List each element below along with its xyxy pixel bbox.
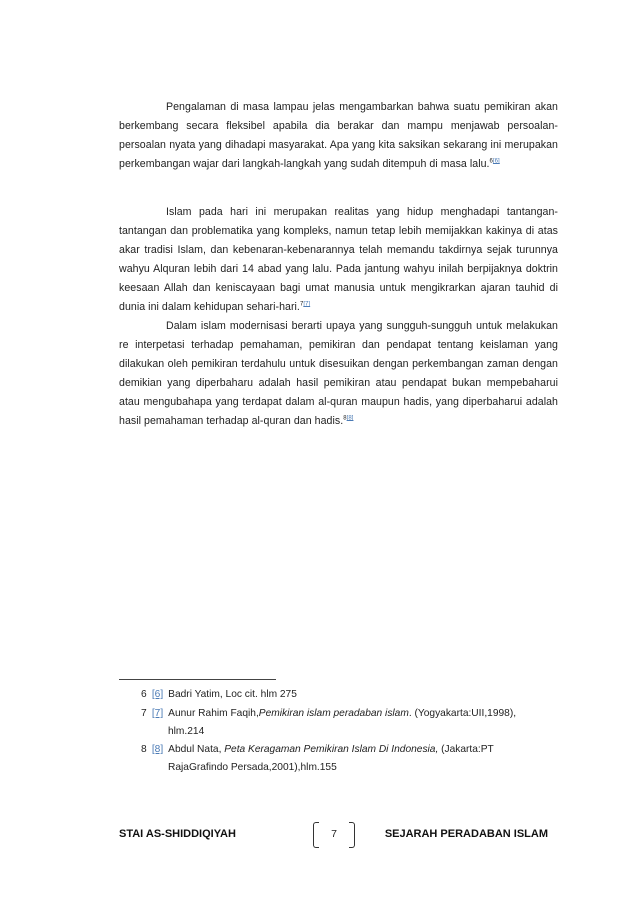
footnote-separator xyxy=(119,679,276,680)
paragraph-1 xyxy=(119,98,558,174)
footnote-author: Aunur Rahim Faqih, xyxy=(168,708,259,719)
footnote-link[interactable]: [7] xyxy=(303,301,311,308)
paragraph-text: Islam pada hari ini merupakan realitas yang hidup menghadapi tantangan-tantangan dan problematika yang kompleks, namun tetap lebih memijakkan kakinya di atas akar tradisi Islam, dan kebenaran-kebenarannya telah memandu takdirnya sejak turunnya wahyu Alquran lebih dari 14 abad yang lalu. Pada jantung wahyu inilah berpijaknya doktrin keesaan Allah dan keniscayaan bagi umat manusia untuk mengikrarkan ajaran tauhid di dunia ini dalam kehidupan sehari-hari. xyxy=(119,206,558,313)
footnote-7 xyxy=(141,705,558,741)
footnote-backlink[interactable]: [7] xyxy=(151,708,164,719)
footnote-marker: 7 xyxy=(299,301,304,308)
footnote-number: 7 xyxy=(141,708,147,719)
footnote-link[interactable]: [8] xyxy=(346,415,354,422)
footnote-marker: 8 xyxy=(343,415,347,422)
footnote-marker: 6 xyxy=(489,158,493,165)
footer-institution: STAI AS-SHIDDIQIYAH xyxy=(119,828,236,840)
footnote-publisher: (Jakarta:PT xyxy=(438,744,494,755)
footer-page-number xyxy=(313,822,355,848)
footnote-number: 6 xyxy=(141,689,147,700)
footnote-title: Peta Keragaman Pemikiran Islam Di Indonesia, xyxy=(224,744,439,755)
paragraph-text: Dalam islam modernisasi berarti upaya yang sungguh-sungguh untuk melakukan re interpetasi terhadap pemahaman, pemikiran dan pendapat tentang keislaman yang dilakukan oleh pemikiran terdahulu untuk disesuikan dengan perkembangan zaman dengan demikian yang diperbaharu adalah hasil pemikiran atau pendapat bukan mempebaharui atau mengubahapa yang terdapat dalam al-quran maupun hadis, yang diperbaharui adalah hasil pemahaman terhadap al-quran dan hadis. xyxy=(119,320,558,427)
footnote-number: 8 xyxy=(141,744,147,755)
footnote-title: Pemikiran islam peradaban islam xyxy=(258,708,409,719)
footnote-backlink[interactable]: [8] xyxy=(151,744,164,755)
page-number: 7 xyxy=(331,828,337,840)
footnote-page: hlm.214 xyxy=(168,726,205,737)
footer-course-title: SEJARAH PERADABAN ISLAM xyxy=(384,828,548,840)
footnote-text: Badri Yatim, Loc cit. hlm 275 xyxy=(168,689,297,700)
right-bracket-icon xyxy=(349,822,355,848)
footnote-8 xyxy=(141,741,558,777)
footnote-6 xyxy=(141,686,558,704)
footnote-backlink[interactable]: [6] xyxy=(151,689,164,700)
footnote-page: RajaGrafindo Persada,2001),hlm.155 xyxy=(168,762,337,773)
footnote-link[interactable]: [6] xyxy=(492,158,500,165)
footnote-publisher: . (Yogyakarta:UII,1998), xyxy=(408,708,517,719)
paragraph-2 xyxy=(119,203,558,317)
footnote-author: Abdul Nata, xyxy=(168,744,225,755)
paragraph-text: Pengalaman di masa lampau jelas mengambarkan bahwa suatu pemikiran akan berkembang secara fleksibel apabila dia berakar dan mampu menjawab persoalan-persoalan nyata yang dihadapi masyarakat. Apa yang kita saksikan sekarang ini merupakan perkembangan wajar dari langkah-langkah yang sudah ditempuh di masa lalu. xyxy=(119,101,558,170)
paragraph-3 xyxy=(119,317,558,431)
